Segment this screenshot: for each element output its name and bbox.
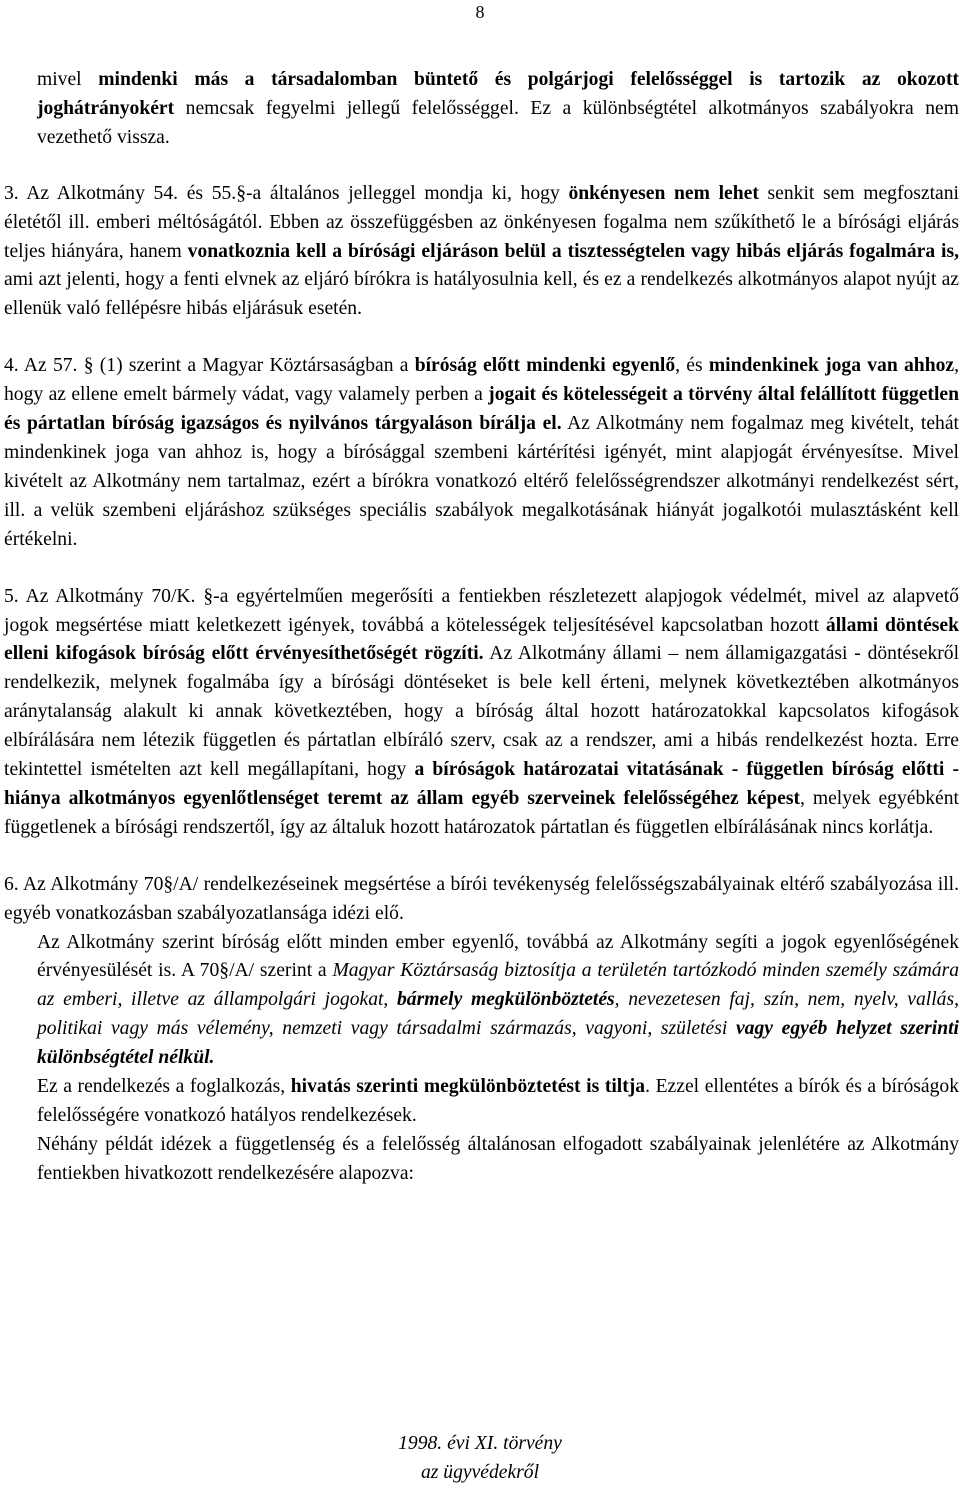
text-run: Az Alkotmány szerint bíróság előtt minden ember egyenlő, továbbá az Alkotmány segíti a jogok egyenlőségének érvényesülését is. A 70§/A/ szerint a <box>37 931 959 982</box>
text-run: bíróság előtt mindenki egyenlő <box>414 355 676 377</box>
text-run: . Ezzel ellentétes a bírók és a bíróságok felelősségére vonatkozó hatályos rendelkezések. <box>37 1076 960 1126</box>
text-run: , nevezetesen faj, szín, nem, nyelv, vallás, politikai vagy más vélemény, nemzeti vagy társadalmi származás, vagyoni, születési <box>37 989 959 1040</box>
text-run: hivatás szerinti megkülönböztetést is tiltja <box>290 1076 646 1098</box>
paragraph-section-6-profession <box>37 1073 959 1131</box>
text-run: , hogy az ellene emelt bármely vádat, vagy valamely perben a <box>4 355 959 406</box>
text-run: mivel <box>37 69 99 90</box>
text-run: mindenki más a társadalomban büntető és polgárjogi felelősséggel is tartozik az okozott joghátrányokért <box>37 69 959 119</box>
text-run: Az Alkotmány állami – nem államigazgatási - döntésekről rendelkezik, melynek fogalmába így a bírósági döntéseket is bele kell érteni, melynek következtében alkotmányos aránytalanság alakult ki annak következtében, hogy a bíróság által hozott határozatokkal kapcsolatos kifogások elbírálására nem létezik független és pártatlan elbíráló szerv, csak az a rendszer, ami a hibás rendelkezést hozta. Erre tekintettel ismételten azt kell megállapítani, hogy <box>4 643 960 781</box>
text-run: ami azt jelenti, hogy a fenti elvnek az eljáró bírókra is hatályosulnia kell, és ez a rendelkezés alkotmányos alapot nyújt az ellenük való fellépésre hibás eljárásuk esetén. <box>4 269 959 320</box>
text-run: állami döntések elleni kifogások bíróság előtt érvényesíthetőségét rögzíti. <box>4 614 959 665</box>
footer-line-2: az ügyvédekről <box>420 1461 540 1483</box>
text-run: nemcsak fegyelmi jellegű felelősséggel. Ez a különbségtétel alkotmányos szabályokra nem vezethető vissza. <box>37 97 959 148</box>
text-run: Magyar Köztársaság biztosítja a területén tartózkodó minden személy számára az emberi, illetve az állampolgári jogokat, <box>37 960 959 1011</box>
text-run: senkit sem megfosztani életétől ill. emberi méltóságától. Ebben az összefüggésben az önkényesen fogalma nem szűkíthető le a bírósági eljárás teljes hiányára, hanem <box>4 182 959 262</box>
footer-line-1: 1998. évi XI. törvény <box>398 1433 562 1454</box>
text-run: mindenkinek joga van ahhoz <box>708 355 955 377</box>
text-run: Az Alkotmány nem fogalmaz meg kivételt, tehát mindenkinek joga van ahhoz is, hogy a bírósággal szembeni kártérítési igényét, mint alapjogát érvényesítse. Mivel kivételt az Alkotmány nem tartalmaz, ezért a bírókra vonatkozó eltérő felelősségrendszer alkotmányi rendelkezést sért, ill. a velük szembeni eljáráshoz szükséges speciális szabályok megalkotásának hiányát jogalkotói mulasztásként kell értékelni. <box>4 413 959 550</box>
text-run: Néhány példát idézek a függetlenség és a felelősség általánosan elfogadott szabályainak jelenlétére az Alkotmány fentiekben hivatkozott rendelkezésére alapozva: <box>37 1133 959 1184</box>
footer-citation <box>0 1430 960 1488</box>
paragraph-intro <box>37 66 959 153</box>
paragraph-section-6 <box>4 871 959 929</box>
text-run: 5. Az Alkotmány 70/K. §-a egyértelműen megerősíti a fentiekben részletezett alapjogok védelmét, mivel az alapvető jogok megsértése miatt keletkezett igények, továbbá a kötelességek teljesítésével kapcsolatban hozott <box>4 585 959 636</box>
text-run: 4. Az 57. § (1) szerint a Magyar Köztársaságban a <box>4 355 415 377</box>
text-run: bármely megkülönböztetés <box>397 989 615 1011</box>
text-run: jogait és kötelességeit a törvény által felállított független és pártatlan bíróság igazságos és nyilvános tárgyaláson bírálja el. <box>4 384 959 435</box>
text-run: 3. Az Alkotmány 54. és 55.§-a általános jelleggel mondja ki, hogy <box>4 182 569 204</box>
text-run: , melyek egyébként függetlenek a bírósági rendszertől, így az általuk hozott határozatok pártatlan és független elbírálásának nincs korlátja. <box>4 787 959 838</box>
text-run: , és <box>675 355 709 377</box>
paragraph-section-3 <box>4 180 959 325</box>
document-body <box>4 66 960 1189</box>
paragraph-section-4 <box>4 352 959 554</box>
page-number: 8 <box>475 2 485 22</box>
paragraph-section-6-equality <box>37 929 959 1074</box>
text-run: 6. Az Alkotmány 70§/A/ rendelkezéseinek megsértése a bírói tevékenység felelősségszabályainak eltérő szabályozása ill. egyéb vonatkozásban szabályozatlansága idézi elő. <box>4 873 959 924</box>
text-run: Ez a rendelkezés a foglalkozás, <box>37 1076 291 1098</box>
text-run: vagy egyéb helyzet szerinti különbségtétel nélkül. <box>37 1018 959 1069</box>
paragraph-section-6-examples <box>37 1131 959 1189</box>
text-run: a bíróságok határozatai vitatásának - független bíróság előtti - hiánya alkotmányos egyenlőtlenséget teremt az állam egyéb szerveinek felelősségéhez képest <box>4 759 959 809</box>
paragraph-section-5 <box>4 583 959 843</box>
text-run: vonatkoznia kell a bírósági eljáráson belül a tisztességtelen vagy hibás eljárás fogalmára is, <box>187 240 959 262</box>
text-run: önkényesen nem lehet <box>568 182 759 204</box>
